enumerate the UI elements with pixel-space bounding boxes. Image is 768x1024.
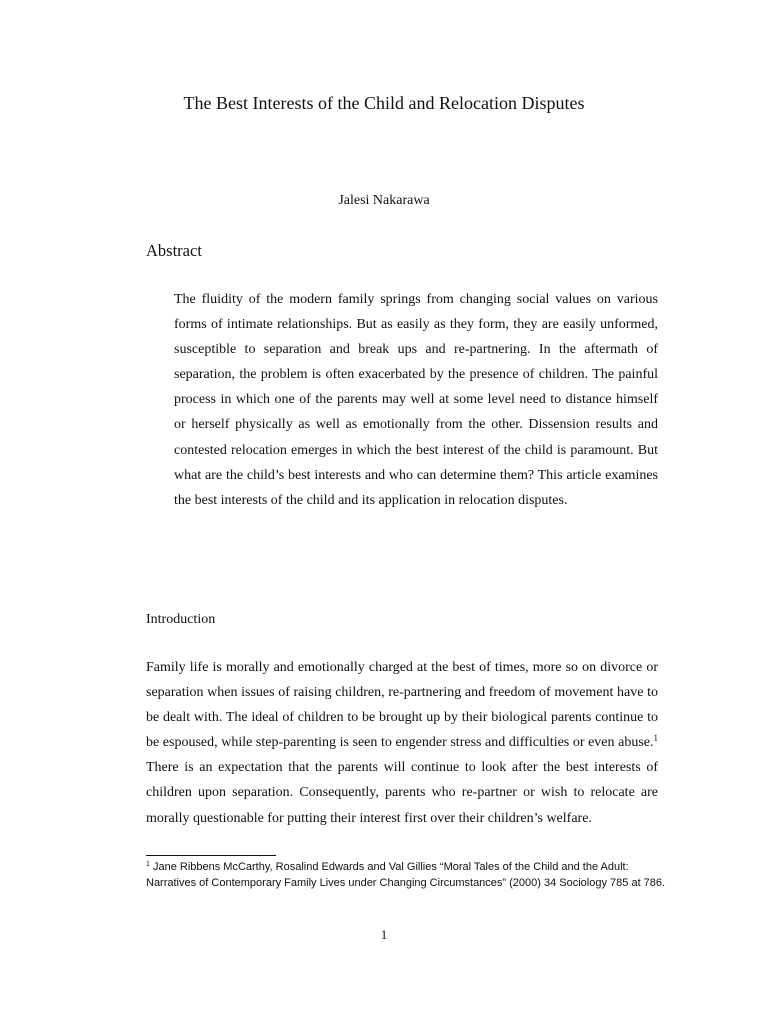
introduction-text-part2: There is an expectation that the parents will continue to look after the best interests of children upon separation. Consequently, parents who re-partner or wish to relocate are morally questionable for putting their interest first over their children’s welfare. [146,760,658,826]
footnote-marker: 1 [146,861,150,868]
author-name: Jalesi Nakarawa [338,193,430,208]
footnote-text: Jane Ribbens McCarthy, Rosalind Edwards and Val Gillies “Moral Tales of the Child and the Adult: Narratives of Contemporary Family Lives under Changing Circumstances” (2000) 34 Sociology 785 at 786. [146,861,666,889]
page-number: 1 [380,927,388,942]
introduction-heading: Introduction [146,612,216,627]
introduction-body [146,655,658,831]
footnote-separator [146,855,276,856]
footnote [146,859,666,891]
abstract-heading: Abstract [146,241,202,260]
abstract-body: The fluidity of the modern family springs from changing social values on various forms of intimate relationships. But as easily as they form, they are easily unformed, susceptible to separation and break ups and re-partnering. In the aftermath of separation, the problem is often exacerbated by the presence of children. The painful process in which one of the parents may well at some level need to distance himself or herself physically as well as emotionally from the other. Dissension results and contested relocation emerges in which the best interest of the child is paramount. But what are the child’s best interests and who can determine them? This article examines the best interests of the child and its application in relocation disputes. [174,292,658,508]
page-title: The Best Interests of the Child and Relocation Disputes [183,93,585,113]
footnote-reference[interactable]: 1 [653,733,658,744]
introduction-text-part1: Family life is morally and emotionally charged at the best of times, more so on divorce or separation when issues of raising children, re-partnering and freedom of movement have to be dealt with. The ideal of children to be brought up by their biological parents continue to be espoused, while step-parenting is seen to engender stress and difficulties or even abuse. [146,660,658,751]
